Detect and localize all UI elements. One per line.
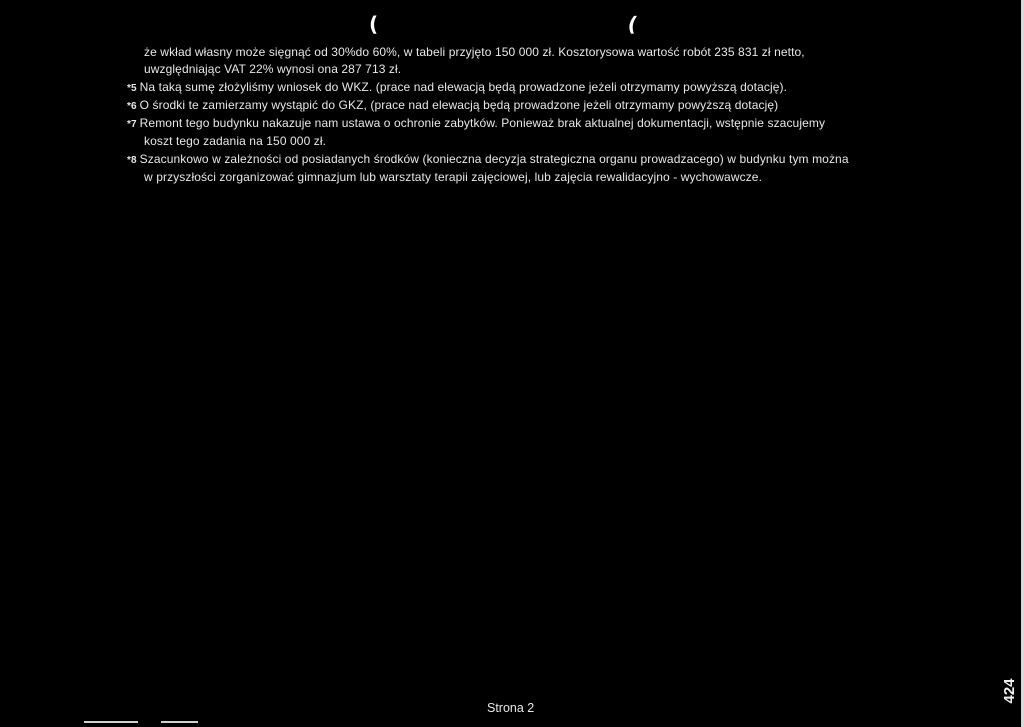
footnotes-block <box>127 44 887 186</box>
note-line <box>127 61 887 78</box>
note-marker: *7 <box>127 119 137 131</box>
note-line <box>127 133 887 150</box>
note-text: w przyszłości zorganizować gimnazjum lub warsztaty terapii zajęciowej, lub zajęcia rewalidacyjno - wychowawcze. <box>144 170 763 185</box>
note-text: koszt tego zadania na 150 000 zł. <box>144 134 327 149</box>
note-text: uwzględniając VAT 22% wynosi ona 287 713 zł. <box>144 62 402 77</box>
note-line <box>127 115 887 133</box>
note-line <box>127 169 887 186</box>
note-text: Szacunkowo w zależności od posiadanych środków (konieczna decyzja strategiczna organu prowadzacego) w budynku tym można <box>139 151 849 166</box>
header-paren-left: ( <box>369 12 379 36</box>
page-number-label: Strona 2 <box>487 701 535 715</box>
note-line <box>127 151 887 169</box>
scan-underline-mark <box>84 721 138 723</box>
header-paren-right: ( <box>625 12 640 36</box>
note-marker: *6 <box>127 100 137 112</box>
note-text: Remont tego budynku nakazuje nam ustawa o ochronie zabytków. Ponieważ brak aktualnej dokumentacji, wstępnie szacujemy <box>139 116 826 131</box>
note-text: że wkład własny może sięgnąć od 30%do 60%, w tabeli przyjęto 150 000 zł. Kosztorysowa wartość robót 235 831 zł netto, <box>144 45 805 59</box>
note-text: O środki te zamierzamy wystąpić do GKZ, (prace nad elewacją będą prowadzone jeżeli otrzymamy powyższą dotację) <box>139 97 779 112</box>
note-line <box>127 97 887 115</box>
note-marker: *5 <box>127 82 137 94</box>
note-text: Na taką sumę złożyliśmy wniosek do WKZ. (prace nad elewacją będą prowadzone jeżeli otrzymamy powyższą dotację). <box>139 79 788 94</box>
note-marker: *8 <box>127 154 137 166</box>
note-line <box>127 44 887 61</box>
note-line <box>127 79 887 97</box>
handwritten-page-stamp: 424 <box>1000 678 1018 704</box>
scan-underline-mark <box>161 721 198 723</box>
